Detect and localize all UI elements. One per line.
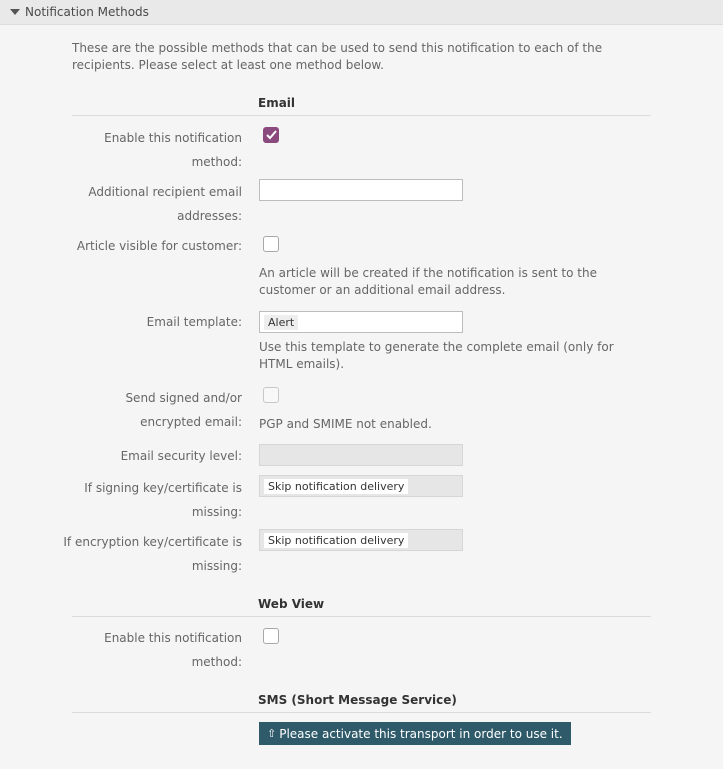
- signing-missing-label: If signing key/certificate is missing:: [84, 481, 242, 519]
- email-enable-checkbox[interactable]: [263, 127, 279, 143]
- sms-section-title: SMS (Short Message Service): [258, 693, 457, 707]
- section-header[interactable]: [0, 0, 723, 25]
- signed-label: Send signed and/or encrypted email:: [125, 391, 242, 429]
- double-chevron-up-icon: ⇧: [267, 727, 277, 740]
- webview-section-divider: [72, 616, 651, 617]
- article-visible-label: Article visible for customer:: [76, 239, 242, 253]
- email-enable-label: Enable this notification method:: [104, 131, 242, 169]
- webview-enable-label: Enable this notification method:: [104, 631, 242, 669]
- security-level-label: Email security level:: [120, 449, 242, 463]
- signed-checkbox[interactable]: [263, 387, 279, 403]
- template-select[interactable]: [259, 311, 463, 333]
- template-label: Email template:: [146, 315, 242, 329]
- email-section-divider: [72, 115, 651, 116]
- webview-section-title: Web View: [258, 597, 325, 611]
- security-level-select[interactable]: [259, 444, 463, 466]
- webview-enable-checkbox[interactable]: [263, 628, 279, 644]
- encryption-missing-select[interactable]: [259, 529, 463, 551]
- template-desc: Use this template to generate the complete email (only for HTML emails).: [259, 340, 614, 371]
- signed-desc: PGP and SMIME not enabled.: [259, 417, 432, 431]
- activate-transport-label: Please activate this transport in order to use it.: [279, 726, 563, 741]
- recipients-label: Additional recipient email addresses:: [88, 185, 242, 223]
- collapse-triangle-icon[interactable]: [10, 9, 20, 15]
- signing-missing-select[interactable]: [259, 475, 463, 497]
- recipients-input[interactable]: [259, 179, 463, 201]
- sms-section-divider: [72, 712, 651, 713]
- intro-text: These are the possible methods that can be used to send this notification to each of the recipients. Please select at least one method below.: [72, 41, 603, 72]
- section-title: Notification Methods: [25, 5, 149, 19]
- check-icon: [266, 130, 277, 140]
- article-visible-desc: An article will be created if the notification is sent to the customer or an additional email address.: [259, 266, 597, 297]
- article-visible-checkbox[interactable]: [263, 236, 279, 252]
- encryption-missing-tag[interactable]: Skip notification delivery: [264, 533, 408, 548]
- email-section-title: Email: [258, 96, 296, 110]
- activate-transport-button[interactable]: [259, 722, 571, 745]
- template-selected-tag[interactable]: Alert: [264, 315, 298, 330]
- signing-missing-tag[interactable]: Skip notification delivery: [264, 479, 408, 494]
- encryption-missing-label: If encryption key/certificate is missing:: [63, 535, 242, 573]
